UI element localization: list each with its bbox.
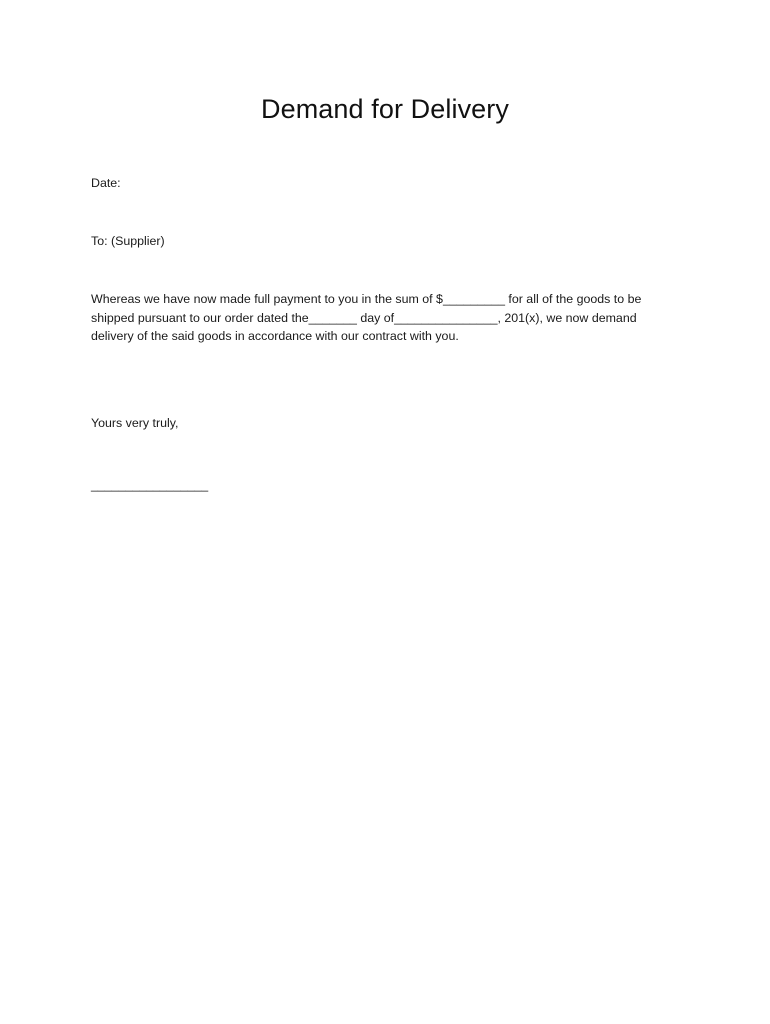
- recipient-field: To: (Supplier): [91, 234, 165, 248]
- body-line: shipped pursuant to our order dated the_______ day of_______________, 201(x), we now demand: [91, 310, 637, 325]
- document-title: Demand for Delivery: [261, 94, 509, 124]
- closing: Yours very truly,: [91, 416, 179, 430]
- body-line: delivery of the said goods in accordance with our contract with you.: [91, 329, 459, 343]
- signature-line: _________________: [91, 478, 209, 492]
- body-paragraph: [91, 290, 681, 346]
- date-field: Date:: [91, 176, 121, 190]
- body-line: Whereas we have now made full payment to you in the sum of $_________ for all of the goods to be: [91, 292, 642, 306]
